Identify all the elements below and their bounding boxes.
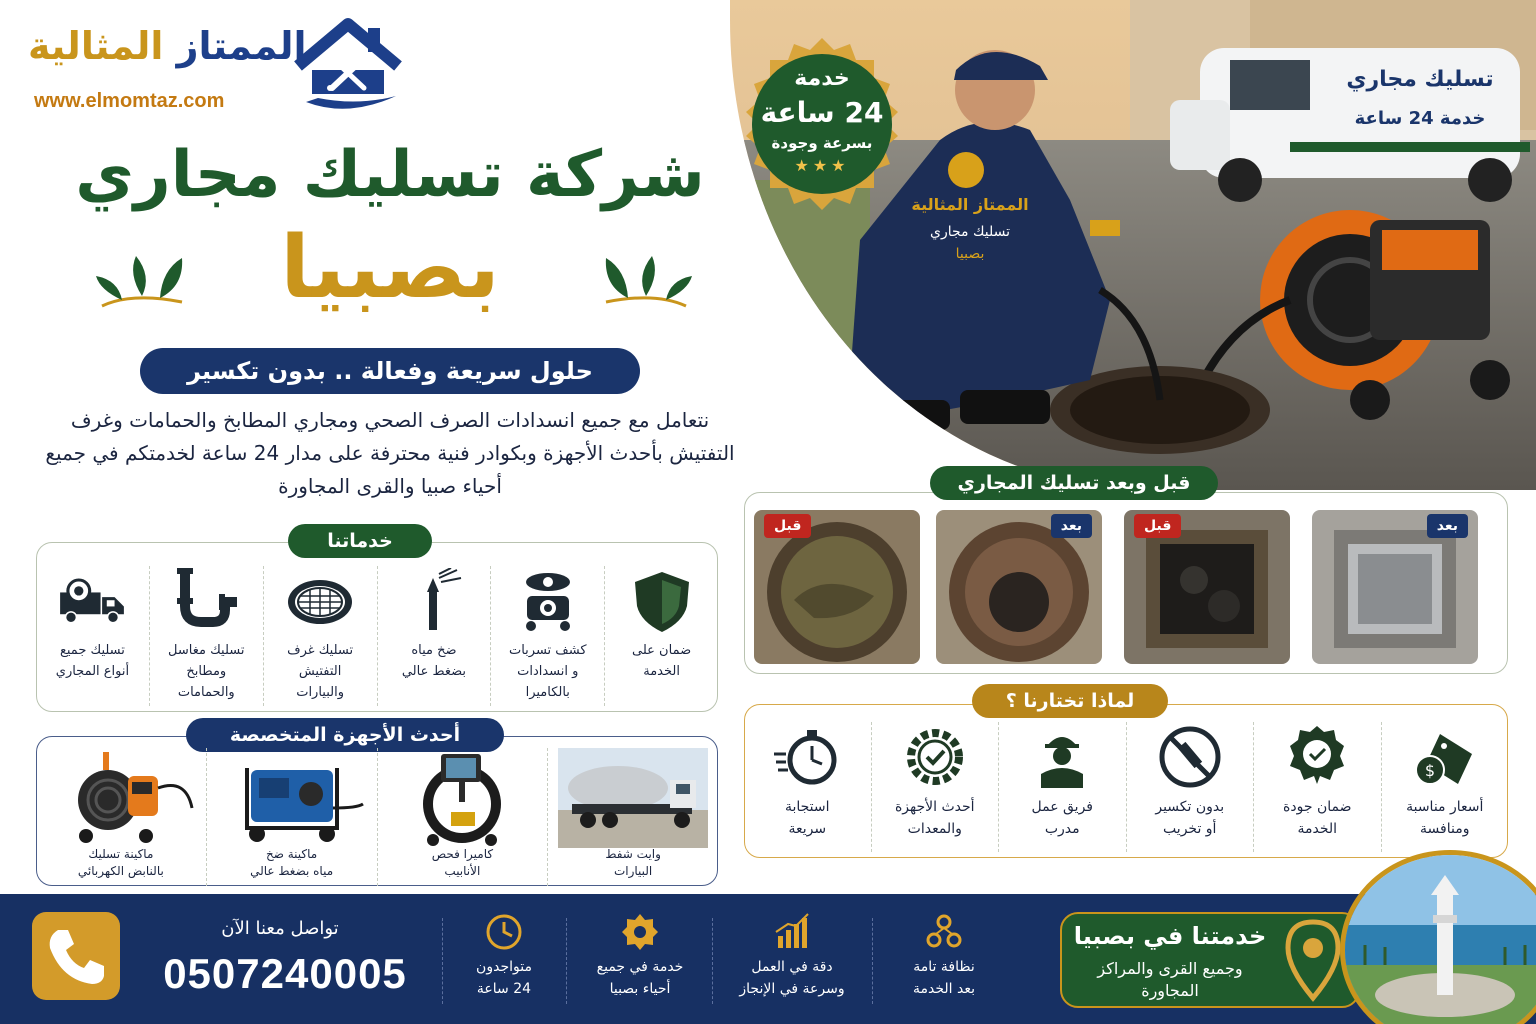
- divider: [872, 918, 873, 1004]
- brand-name-gold: المثالية: [28, 24, 164, 68]
- service-24h-badge: [734, 36, 910, 212]
- shield-icon: [627, 568, 697, 634]
- equipment-title: أحدث الأجهزة المتخصصة: [186, 718, 504, 752]
- divider: [566, 918, 567, 1004]
- badge-line3: بسرعة وجودة: [771, 134, 873, 152]
- service-area-subtitle: وجميع القرى والمراكز المجاورة: [1097, 959, 1243, 1000]
- brand-name: [28, 24, 307, 68]
- why-item-fast: [744, 722, 871, 852]
- why-label: ضمان جودة الخدمة: [1283, 799, 1352, 837]
- before-tag: قبل: [764, 514, 811, 538]
- badge-line1: خدمة: [794, 66, 850, 91]
- van-text-line2: خدمة 24 ساعة: [1354, 108, 1486, 129]
- after-tag: بعد: [1051, 514, 1092, 538]
- price-tag-icon: [1410, 724, 1480, 790]
- before-after-title: قبل وبعد تسليك المجاري: [930, 466, 1218, 500]
- service-label: كشف تسربات و انسدادات بالكاميرا: [508, 643, 587, 700]
- pressure-pump-icon: [217, 748, 367, 848]
- stopwatch-icon: [772, 724, 842, 790]
- shirt-text-line1: تسليك مجاري: [929, 224, 1011, 240]
- page-title: شركة تسليك مجاري: [75, 138, 705, 212]
- service-item-manhole[interactable]: [263, 566, 377, 706]
- house-tools-icon: [288, 14, 408, 118]
- quality-medal-icon: [1282, 724, 1352, 790]
- equipment-item-camera[interactable]: [377, 748, 548, 886]
- manhole-icon: [285, 568, 355, 634]
- website-url[interactable]: www.elmomtaz.com: [34, 90, 225, 112]
- no-breaking-icon: [1155, 724, 1225, 790]
- why-item-prices: [1381, 722, 1509, 852]
- water-jet-icon: [399, 568, 469, 634]
- truck-icon: [57, 568, 127, 634]
- divider: [712, 918, 713, 1004]
- why-us-title: لماذا تختارنا ؟: [972, 684, 1168, 718]
- equipment-label: ماكينة ضخ مياه بضغط عالي: [250, 847, 334, 878]
- after-image-2: [1312, 510, 1478, 664]
- why-label: فريق عمل مدرب: [1031, 799, 1093, 837]
- service-label: تسليك غرف التفتيش والبيارات: [287, 643, 354, 700]
- badge-icon: [620, 912, 660, 952]
- why-item-team: [998, 722, 1126, 852]
- footer-feature-label: نظافة تامة بعد الخدمة: [913, 959, 975, 997]
- brand-name-blue: الممتاز: [176, 24, 307, 68]
- before-image-2: [1124, 510, 1290, 664]
- tower-landmark-image: [1345, 855, 1536, 1024]
- tagline-banner: حلول سريعة وفعالة .. بدون تكسير: [140, 348, 640, 394]
- footer-feature-coverage: [570, 912, 710, 1012]
- before-tag: قبل: [1134, 514, 1181, 538]
- shirt-text-line2: بصبيا: [955, 246, 985, 262]
- equipment-label: وايت شفط البيارات: [605, 847, 661, 878]
- before-image-1: [754, 510, 920, 664]
- drain-machine-icon: [46, 748, 196, 848]
- service-item-sinks[interactable]: [149, 566, 263, 706]
- footer-feature-label: متواجدون 24 ساعة: [476, 959, 532, 997]
- gear-check-icon: [900, 724, 970, 790]
- clock-icon: [484, 912, 524, 952]
- svg-text:$: $: [1424, 761, 1435, 780]
- services-list: [36, 566, 718, 706]
- equipment-item-tanker[interactable]: [547, 748, 718, 886]
- equipment-label: كاميرا فحص الأنابيب: [431, 847, 494, 878]
- footer-feature-accuracy: [722, 912, 862, 1012]
- pipe-icon: [171, 568, 241, 634]
- shirt-brand-text: الممتاز المثالية: [911, 195, 1029, 214]
- service-label: تسليك جميع أنواع المجاري: [55, 643, 130, 679]
- leaf-ornament-icon: [92, 252, 192, 312]
- why-item-equipment: [871, 722, 999, 852]
- pipe-camera-icon: [387, 748, 537, 848]
- why-item-no-breaking: [1126, 722, 1254, 852]
- tanker-truck-icon: [558, 748, 708, 848]
- footer-feature-24h: [434, 912, 574, 1012]
- call-button[interactable]: [32, 912, 120, 1000]
- van-text-line1: تسليك مجاري: [1346, 67, 1494, 92]
- service-item-water-jet[interactable]: [377, 566, 491, 706]
- badge-line2: 24 ساعة: [760, 96, 884, 129]
- worker-icon: [1027, 724, 1097, 790]
- service-label: ضمان على الخدمة: [632, 643, 692, 679]
- location-pin-icon: [1282, 918, 1344, 1002]
- footer-feature-label: دقة في العمل وسرعة في الإنجاز: [739, 959, 845, 997]
- service-label: ضخ مياه بضغط عالي: [401, 643, 466, 679]
- equipment-list: [36, 748, 718, 886]
- brand-logo: [28, 14, 408, 118]
- why-item-quality: [1253, 722, 1381, 852]
- contact-label: تواصل معنا الآن: [221, 918, 339, 939]
- equipment-item-pump[interactable]: [206, 748, 377, 886]
- description-text: نتعامل مع جميع انسدادات الصرف الصحي ومجاري المطابخ والحمامات وغرف التفتيش بأحدث الأجهزة وبكوادر فنية محترفة على مدار 24 ساعة لخدمتكم في جميع أحياء صبيا والقرى المجاورة: [45, 408, 735, 498]
- page-title-city: بصبيا: [280, 218, 500, 318]
- why-us-list: [744, 722, 1508, 852]
- service-item-warranty[interactable]: [604, 566, 718, 706]
- service-item-camera[interactable]: [490, 566, 604, 706]
- leaf-ornament-icon: [596, 252, 696, 312]
- chart-icon: [772, 912, 812, 952]
- equipment-label: ماكينة تسليك بالنابض الكهربائي: [77, 847, 164, 878]
- service-label: تسليك مغاسل ومطابخ والحمامات: [168, 643, 245, 700]
- clean-icon: [924, 912, 964, 952]
- why-label: أحدث الأجهزة والمعدات: [894, 799, 975, 837]
- why-label: بدون تكسير أو تخريب: [1155, 799, 1225, 837]
- equipment-item-drain-machine[interactable]: [36, 748, 206, 886]
- footer-feature-label: خدمة في جميع أحياء بصبيا: [596, 959, 684, 997]
- phone-icon: [32, 912, 120, 1000]
- phone-number[interactable]: 0507240005: [163, 950, 407, 997]
- after-tag: بعد: [1427, 514, 1468, 538]
- badge-stars: ★★★: [794, 156, 850, 175]
- after-image-1: [936, 510, 1102, 664]
- service-area-title: خدمتنا في بصبيا: [1073, 922, 1267, 950]
- why-label: أسعار مناسبة ومنافسة: [1406, 799, 1484, 837]
- why-label: استجابة سريعة: [784, 799, 830, 837]
- city-landmark-image: [1340, 850, 1536, 1024]
- service-item-all-drains[interactable]: [36, 566, 149, 706]
- footer-feature-clean: [874, 912, 1014, 1012]
- camera-inspection-icon: [513, 568, 583, 634]
- services-title: خدماتنا: [288, 524, 432, 558]
